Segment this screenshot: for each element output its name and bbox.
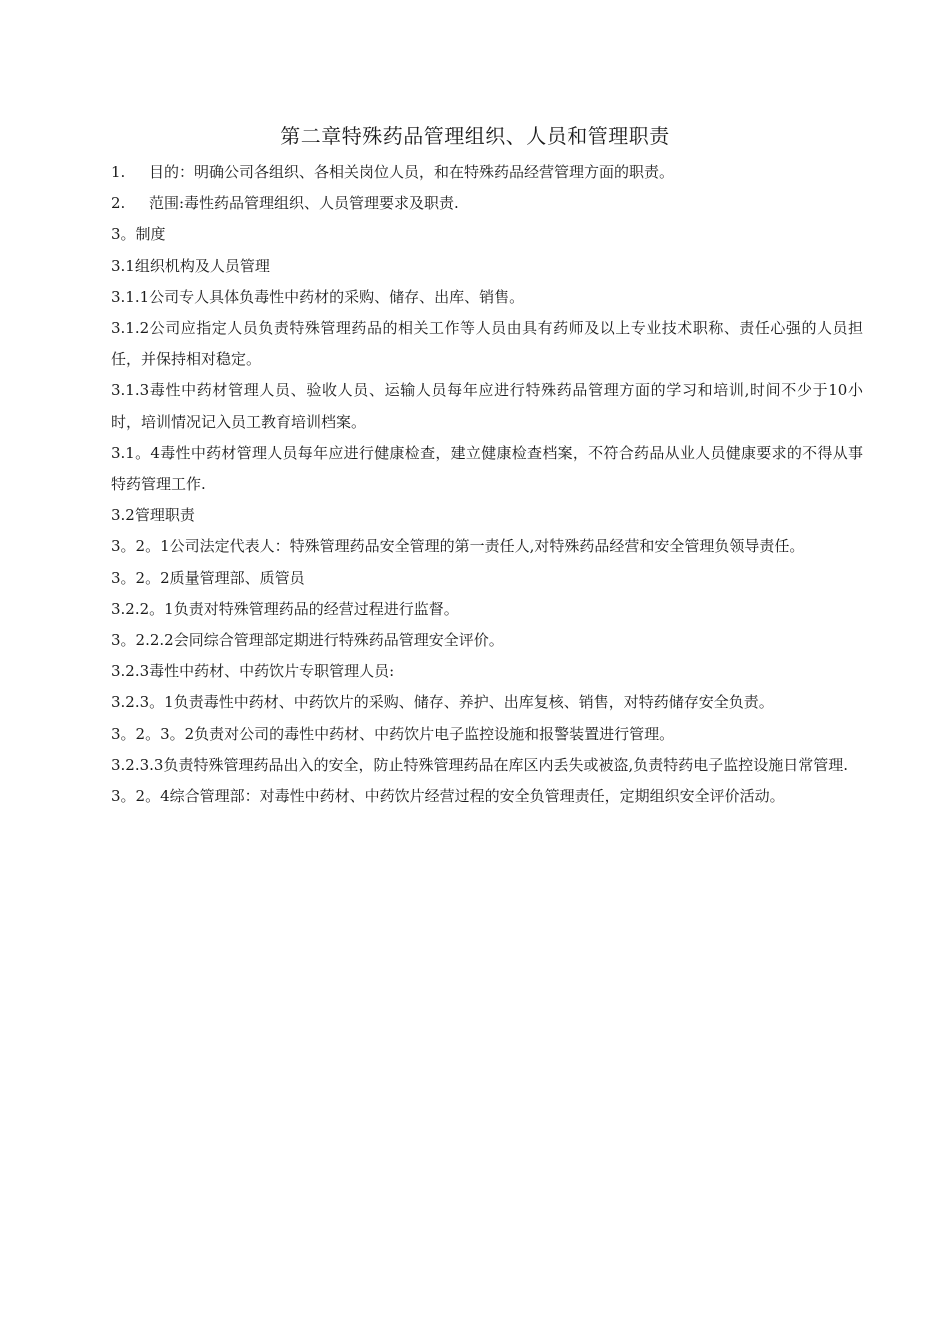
paragraph: 3.1.3毒性中药材管理人员、验收人员、运输人员每年应进行特殊药品管理方面的学习和培训,时间不少于10小时，培训情况记入员工教育培训档案。 — [111, 381, 863, 431]
paragraph: 3。2。2质量管理部、质管员 — [111, 568, 305, 587]
paragraph: 3。制度 — [111, 225, 166, 244]
paragraph: 3.2.3毒性中药材、中药饮片专职管理人员: — [111, 662, 395, 681]
paragraph-number: 2. — [111, 194, 126, 213]
paragraph: 3.1。4毒性中药材管理人员每年应进行健康检查，建立健康检查档案，不符合药品从业人员健康要求的不得从事特药管理工作. — [111, 443, 863, 494]
document-body — [111, 157, 863, 812]
paragraph: 3。2.2.2会同综合管理部定期进行特殊药品管理安全评价。 — [111, 631, 504, 650]
paragraph-text: 范围:毒性药品管理组织、人员管理要求及职责. — [149, 194, 459, 213]
paragraph: 3.1组织机构及人员管理 — [111, 256, 270, 275]
paragraph: 3.2.2。1负责对特殊管理药品的经营过程进行监督。 — [111, 599, 459, 618]
paragraph: 3。2。3。2负责对公司的毒性中药材、中药饮片电子监控设施和报警装置进行管理。 — [111, 724, 675, 743]
paragraph: 3.1.1公司专人具体负毒性中药材的采购、储存、出库、销售。 — [111, 287, 525, 306]
paragraph: 3.2管理职责 — [111, 506, 195, 525]
paragraph-number: 1. — [111, 163, 126, 181]
paragraph: 3。2。4综合管理部：对毒性中药材、中药饮片经营过程的安全负管理责任，定期组织安全评价活动。 — [111, 787, 785, 806]
paragraph: 3.2.3。1负责毒性中药材、中药饮片的采购、储存、养护、出库复核、销售，对特药储存安全负责。 — [111, 693, 774, 712]
paragraph-scope — [111, 188, 863, 219]
paragraph-text: 目的：明确公司各组织、各相关岗位人员，和在特殊药品经营管理方面的职责。 — [149, 163, 675, 181]
paragraph: 3.2.3.3负责特殊管理药品出入的安全，防止特殊管理药品在库区内丢失或被盗,负责特药电子监控设施日常管理. — [111, 755, 849, 774]
paragraph: 3.1.2公司应指定人员负责特殊管理药品的相关工作等人员由具有药师及以上专业技术职称、责任心强的人员担任，并保持相对稳定。 — [111, 319, 863, 369]
paragraph-purpose — [111, 157, 863, 188]
paragraph: 3。2。1公司法定代表人：特殊管理药品安全管理的第一责任人,对特殊药品经营和安全管理负领导责任。 — [111, 537, 805, 556]
document-title: 第二章特殊药品管理组织、人员和管理职责 — [280, 124, 670, 148]
